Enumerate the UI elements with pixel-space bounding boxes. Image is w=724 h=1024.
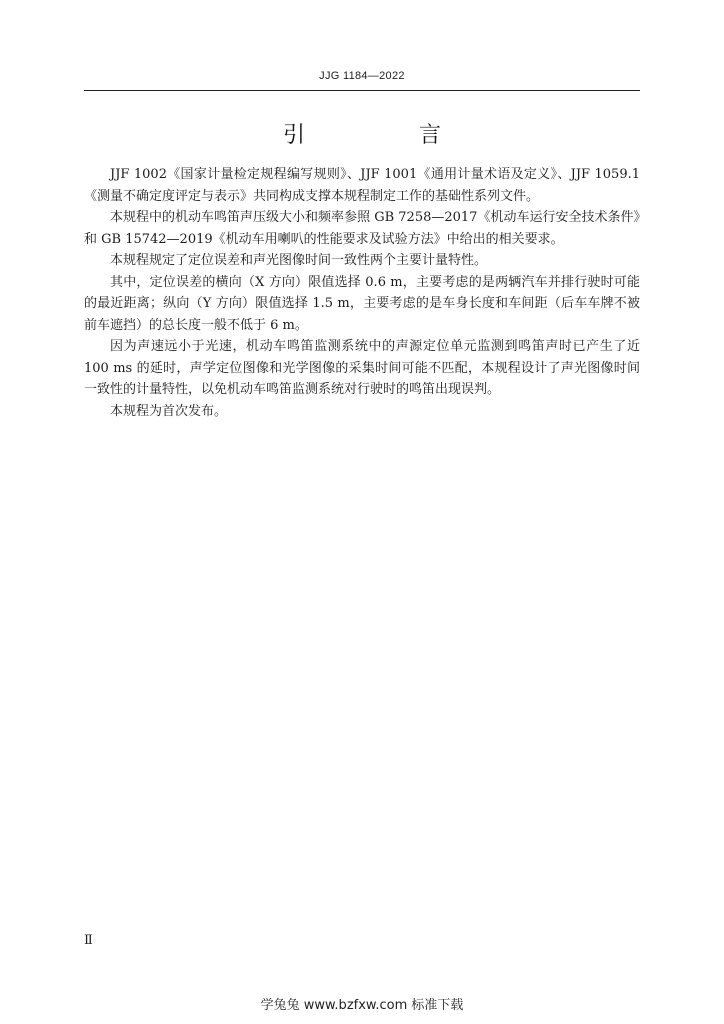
- paragraph-reference-standards: 本规程中的机动车鸣笛声压级大小和频率参照 GB 7258—2017《机动车运行安全技术条件》和 GB 15742—2019《机动车用喇叭的性能要求及试验方法》中给出的相关要求。: [84, 210, 640, 247]
- paragraph-metrological-characteristics: 本规程规定了定位误差和声光图像时间一致性两个主要计量特性。: [110, 253, 488, 268]
- footer-watermark: 学兔兔 www.bzfxw.com 标准下载: [260, 998, 464, 1013]
- header-divider: [84, 90, 640, 91]
- paragraph-first-release: 本规程为首次发布。: [110, 403, 228, 419]
- page-title: 引 言: [282, 123, 487, 148]
- paragraph-positioning-error-limits: 其中，定位误差的横向（X 方向）限值选择 0.6 m，主要考虑的是两辆汽车并排行驶时可能的最近距离；纵向（Y 方向）限值选择 1.5 m，主要考虑的是车身长度和车间距（后车车牌不被前车遮挡）的总长度一般不低于 6 m。: [84, 274, 640, 333]
- paragraph-time-consistency: 因为声速远小于光速，机动车鸣笛监测系统中的声源定位单元监测到鸣笛声时已产生了近 100 ms 的延时，声学定位图像和光学图像的采集时间可能不匹配，本规程设计了声光图像时间一致性的计量特性，以免机动车鸣笛监测系统对行驶时的鸣笛出现误判。: [84, 339, 640, 397]
- standard-code-header: JJG 1184—2022: [319, 70, 405, 82]
- page-number: Ⅱ: [84, 933, 93, 948]
- paragraph-basis-documents: JJF 1002《国家计量检定规程编写规则》、JJF 1001《通用计量术语及定义》、JJF 1059.1《测量不确定度评定与表示》共同构成支撑本规程制定工作的基础性系列文件。: [84, 167, 640, 204]
- document-body: [84, 164, 640, 422]
